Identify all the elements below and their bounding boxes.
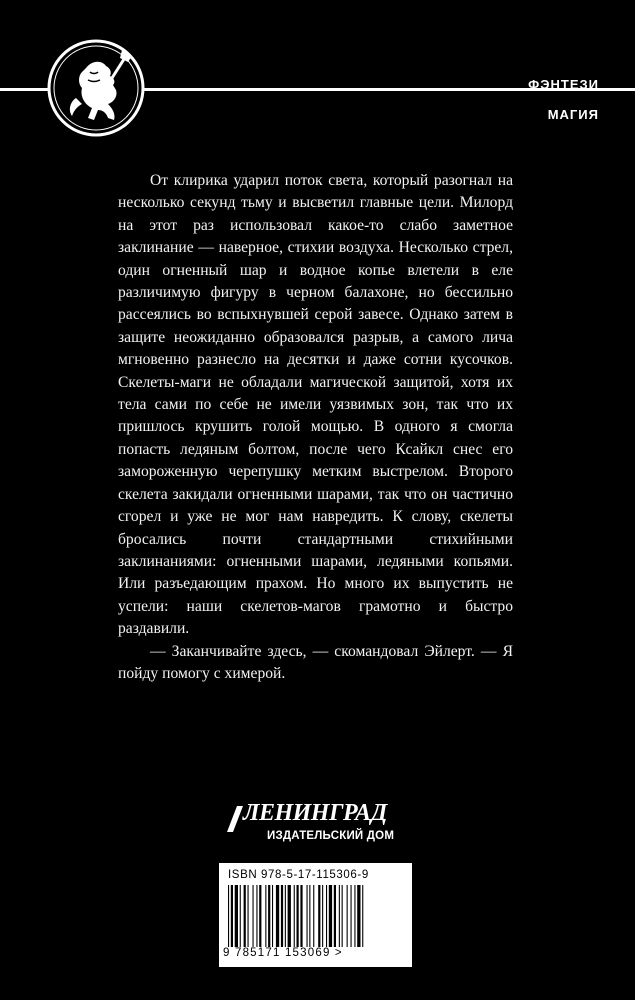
publisher-slash-icon [225,804,245,834]
genre-labels [528,70,599,130]
barcode-bar [268,885,270,947]
barcode-bar [231,885,233,947]
barcode-bar [351,885,352,947]
barcode-bar [307,885,308,947]
barcode-bar [272,885,273,947]
publisher-subtitle: ИЗДАТЕЛЬСКИЙ ДОМ [267,830,395,842]
barcode-bar [354,885,355,947]
genre-label-fantasy: ФЭНТЕЗИ [528,77,599,92]
barcode-bar [240,885,241,947]
barcode-bar [362,885,363,947]
barcode-bar [259,885,261,947]
publisher-logo [225,800,395,850]
barcode-bar [318,885,320,947]
barcode-bar [309,885,310,947]
barcode-bar [357,885,360,947]
barcode-bar [285,885,286,947]
barcode-digits: 9 785171 153069 > [223,947,343,959]
barcode-bar [265,885,266,947]
publisher-name: ЛЕНИНГРАД [243,800,387,826]
barcode-bar [313,885,314,947]
barcode-bar [248,885,249,947]
barcode-bar [235,885,238,947]
barcode-bar [294,885,295,947]
barcode-bars [228,885,403,947]
excerpt-paragraph: — Заканчивайте здесь, — скомандовал Эйлерт. — Я пойду помогу с химерой. [118,642,513,682]
barcode-bar [253,885,254,947]
excerpt-paragraph: От клирика ударил поток света, который разогнал на несколько секунд тьму и высветил главные цели. Милорд на этот раз использовал какое-то слабо заметное заклинание — наверное, стихии воздуха. Несколько стрел, один огненный шар и водное копье влетели в еле различимую фигуру в черном балахоне, но бессильно рассеялись во вспыхнувшей серой завесе. Однако затем в защите неожиданно образовался разрыв, а самого лича мгновенно разнесло на десятки и даже сотни кусочков. Скелеты-маги не обладали магической защитой, хотя их тела сами по себе не имели уязвимых зон, так что их пришлось крушить голой мощью. В одного я смогла попасть ледяным болтом, после чего Ксайкл снес его замороженную черепушку метким выстрелом. Второго скелета закидали огненными шарами, так что он частично сгорел и уже не мог нам навредить. К слову, скелеты бросались почти стандартными стихийными заклинаниями: огненными шарами, ледяными копьями. Или разъедающим прахом. Но много их выпустить не успели: наши скелетов-магов грамотно и быстро раздавили. [118,172,513,638]
barcode-bar [256,885,257,947]
barcode-bar [281,885,283,947]
barcode-bar [339,885,340,947]
barcode-bar [276,885,279,947]
barcode-panel [219,863,412,967]
barcode-bar [347,885,348,947]
barcode-bar [300,885,302,947]
barcode-bar [334,885,336,947]
isbn-label: ISBN 978-5-17-115306-9 [228,869,369,881]
barcode-bar [228,885,229,947]
barcode-bar [326,885,327,947]
barcode-bar [329,885,332,947]
barcode-bar [342,885,343,947]
barcode-bar [244,885,246,947]
barcode-bar [322,885,323,947]
excerpt-text [118,170,513,685]
barcode-bar [288,885,291,947]
lion-emblem-icon [46,38,146,138]
genre-label-magic: МАГИЯ [547,107,599,122]
barcode-bar [297,885,299,947]
